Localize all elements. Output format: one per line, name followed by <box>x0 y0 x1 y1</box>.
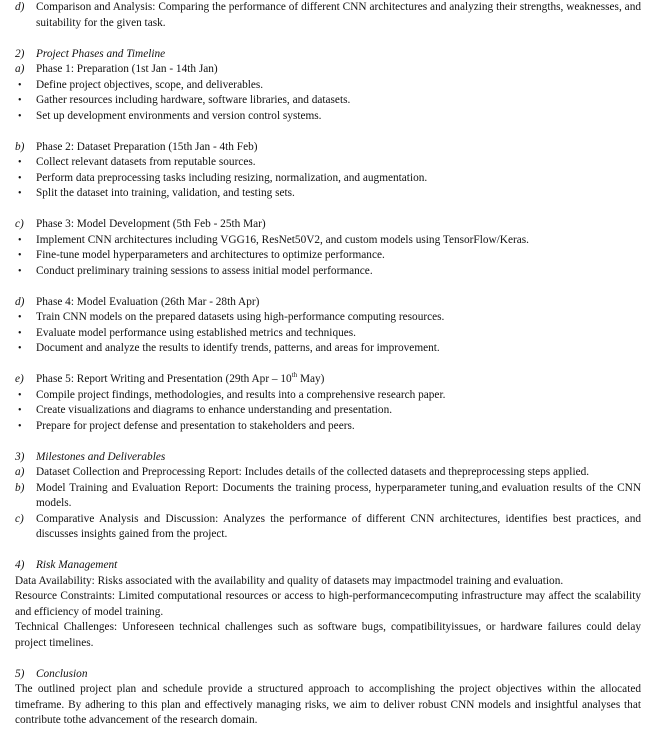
list-marker: a) <box>15 63 25 75</box>
milestone-text: Dataset Collection and Preprocessing Report: Includes details of the collected datasets and thepreprocessing steps applied. <box>36 466 590 478</box>
list-marker: c) <box>15 512 24 525</box>
bullet-icon: • <box>18 405 22 416</box>
list-marker: a) <box>15 466 25 478</box>
section-number: 5) <box>15 667 25 680</box>
list-marker: e) <box>15 373 24 385</box>
bullet-text: Prepare for project defense and presentation to stakeholders and peers. <box>36 419 355 432</box>
bullet-text: Implement CNN architectures including VGG16, ResNet50V2, and custom models using TensorFlow/Keras. <box>36 233 529 246</box>
list-item-comparison <box>15 0 641 31</box>
bullet-text: Compile project findings, methodologies, and results into a comprehensive research paper. <box>36 388 446 401</box>
bullet-item <box>15 388 641 404</box>
section-heading-conclusion <box>15 667 641 683</box>
paragraph-text: Technical Challenges: Unforeseen technical challenges such as software bugs, compatibilityissues, or hardware failures could delay project timelines. <box>15 621 641 649</box>
bullet-text: Conduct preliminary training sessions to assess initial model performance. <box>36 264 373 277</box>
document-page <box>15 0 641 729</box>
risk-paragraph <box>15 589 641 620</box>
phase-title <box>15 140 641 156</box>
milestone-item <box>15 465 641 481</box>
section-heading-risk <box>15 558 641 574</box>
bullet-item <box>15 155 641 171</box>
bullet-icon: • <box>18 188 22 199</box>
paragraph-text: Resource Constraints: Limited computational resources or access to high-performancecomputing infrastructure may affect the scalability and efficiency of model training. <box>15 590 641 618</box>
bullet-item <box>15 341 641 357</box>
bullet-item <box>15 78 641 94</box>
bullet-icon: • <box>18 110 22 122</box>
bullet-icon: • <box>18 172 22 184</box>
bullet-text: Train CNN models on the prepared datasets using high-performance computing resources. <box>36 311 445 323</box>
phase-title <box>15 295 641 311</box>
bullet-icon: • <box>18 157 22 168</box>
section-heading-milestones <box>15 450 641 466</box>
bullet-item <box>15 403 641 419</box>
milestone-text: Comparative Analysis and Discussion: Analyzes the performance of different CNN architectures, identifies best practices, and discusses insights gained from the project. <box>36 512 641 540</box>
paragraph-text: Data Availability: Risks associated with the availability and quality of datasets may impactmodel training and evaluation. <box>15 574 564 587</box>
bullet-text: Set up development environments and version control systems. <box>36 109 322 122</box>
section-number: 2) <box>15 47 25 60</box>
phase-title-text <box>36 372 641 388</box>
bullet-item <box>15 109 641 125</box>
phase-title-end: May) <box>297 373 325 385</box>
section-title: Project Phases and Timeline <box>36 47 166 60</box>
phase-title <box>15 217 641 233</box>
phase-title <box>15 372 641 388</box>
risk-paragraph <box>15 620 641 651</box>
phase-title <box>15 62 641 78</box>
bullet-item <box>15 264 641 280</box>
bullet-icon: • <box>18 250 22 261</box>
list-marker: c) <box>15 218 24 230</box>
bullet-item <box>15 171 641 187</box>
bullet-icon: • <box>18 327 22 339</box>
bullet-text: Document and analyze the results to identify trends, patterns, and areas for improvement. <box>36 342 440 354</box>
milestone-item <box>15 481 641 512</box>
bullet-text: Create visualizations and diagrams to enhance understanding and presentation. <box>36 404 393 416</box>
bullet-item <box>15 93 641 109</box>
phase-title-main: Phase 5: Report Writing and Presentation (29th Apr – 10 <box>36 373 292 385</box>
section-title: Conclusion <box>36 667 88 680</box>
milestone-text: Model Training and Evaluation Report: Documents the training process, hyperparameter tuning,and evaluation results of the CNN models. <box>36 481 641 509</box>
bullet-item <box>15 233 641 249</box>
phase-title-text: Phase 4: Model Evaluation (26th Mar - 28th Apr) <box>36 295 260 308</box>
bullet-icon: • <box>18 95 22 106</box>
phase-title-text: Phase 3: Model Development (5th Feb - 25th Mar) <box>36 218 266 230</box>
bullet-item <box>15 419 641 435</box>
bullet-icon: • <box>18 312 22 323</box>
list-marker: d) <box>15 1 25 13</box>
bullet-text: Define project objectives, scope, and deliverables. <box>36 78 264 91</box>
bullet-icon: • <box>18 265 22 277</box>
bullet-text: Collect relevant datasets from reputable sources. <box>36 156 256 168</box>
bullet-icon: • <box>18 389 22 401</box>
list-marker: b) <box>15 140 25 153</box>
bullet-item <box>15 186 641 202</box>
paragraph-text: The outlined project plan and schedule provide a structured approach to accomplishing the project objectives within the allocated timeframe. By adhering to this plan and effectively managing risks, we aim to deliver robust CNN models and insightful analyses that contribute tothe advancement of the research domain. <box>15 683 641 726</box>
bullet-text: Gather resources including hardware, software libraries, and datasets. <box>36 94 351 106</box>
milestone-item <box>15 512 641 543</box>
section-title: Risk Management <box>36 559 118 571</box>
list-marker: d) <box>15 295 25 308</box>
ordinal-suffix: th <box>291 371 298 380</box>
section-number: 3) <box>15 450 25 463</box>
bullet-item <box>15 310 641 326</box>
section-number: 4) <box>15 559 25 571</box>
bullet-icon: • <box>18 420 22 432</box>
phase-title-text: Phase 1: Preparation (1st Jan - 14th Jan) <box>36 63 218 75</box>
conclusion-paragraph <box>15 682 641 729</box>
bullet-text: Perform data preprocessing tasks including resizing, normalization, and augmentation. <box>36 171 428 184</box>
bullet-text: Fine-tune model hyperparameters and architectures to optimize performance. <box>36 249 385 261</box>
bullet-item <box>15 248 641 264</box>
bullet-icon: • <box>18 79 22 91</box>
bullet-text: Split the dataset into training, validation, and testing sets. <box>36 187 295 199</box>
bullet-text: Evaluate model performance using established metrics and techniques. <box>36 326 356 339</box>
section-heading-phases <box>15 47 641 63</box>
section-title: Milestones and Deliverables <box>36 450 166 463</box>
bullet-icon: • <box>18 343 22 354</box>
phase-title-text: Phase 2: Dataset Preparation (15th Jan - 4th Feb) <box>36 140 258 153</box>
list-item-text: Comparison and Analysis: Comparing the performance of different CNN architectures and analyzing their strengths, weaknesses, and suitability for the given task. <box>36 1 641 29</box>
bullet-icon: • <box>18 234 22 246</box>
list-marker: b) <box>15 481 25 494</box>
risk-paragraph <box>15 574 641 590</box>
bullet-item <box>15 326 641 342</box>
